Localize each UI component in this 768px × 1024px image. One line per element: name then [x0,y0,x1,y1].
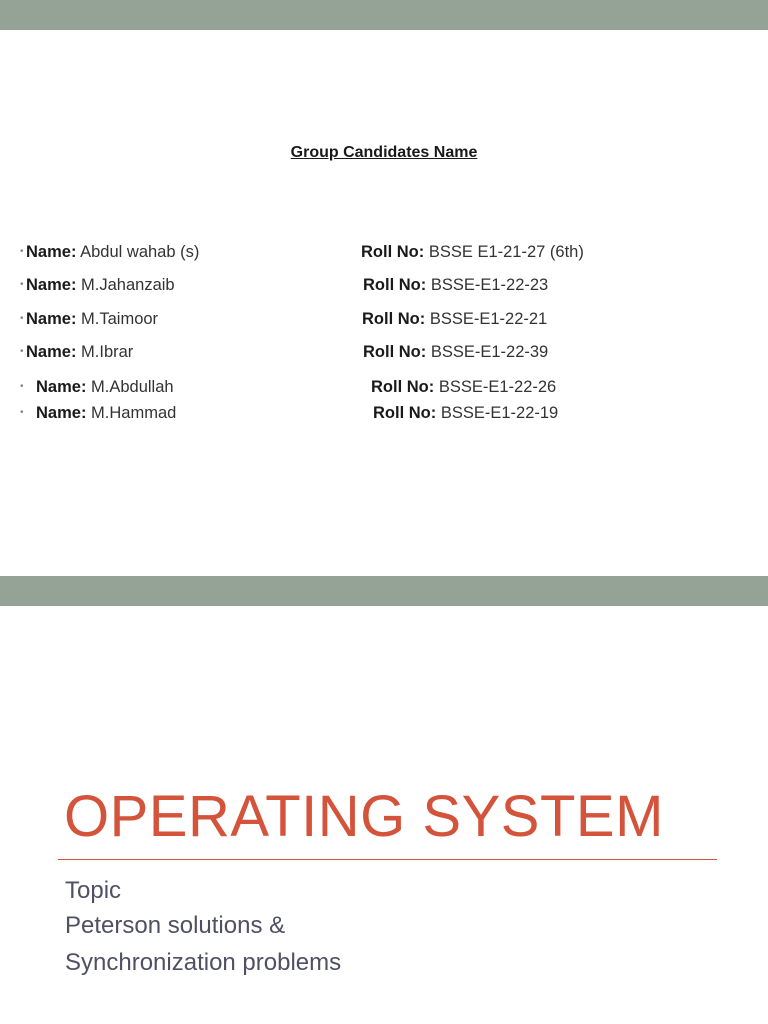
name-value: M.Taimoor [81,310,159,328]
candidate-row [0,310,768,332]
candidate-roll [363,276,548,295]
candidate-roll [373,404,558,423]
name-label: Name: [26,310,77,328]
name-value: M.Hammad [91,404,177,422]
roll-label: Roll No: [361,243,425,261]
candidate-row [0,404,768,426]
divider-banner-bar [0,576,768,606]
candidate-roll [371,378,556,397]
name-value: M.Abdullah [91,378,174,396]
roll-value: BSSE E1-21-27 (6th) [428,243,584,261]
roll-value: BSSE-E1-22-21 [429,310,548,328]
name-value: M.Jahanzaib [81,276,175,294]
candidate-name [26,243,199,262]
candidate-name [36,404,176,423]
candidate-name [26,276,175,295]
title-underline [58,859,717,860]
roll-value: BSSE-E1-22-19 [440,404,559,422]
candidate-name [26,343,133,362]
candidate-row [0,343,768,365]
group-heading: Group Candidates Name [290,144,478,161]
candidate-name [26,310,158,329]
roll-label: Roll No: [362,310,426,328]
subtitle-line: Topic [65,877,122,904]
bullet-icon: • [20,279,24,290]
candidate-roll [363,343,548,362]
roll-label: Roll No: [371,378,435,396]
name-label: Name: [26,243,77,261]
bullet-icon: • [20,246,24,257]
bullet-icon: • [20,381,24,392]
name-label: Name: [36,404,87,422]
roll-label: Roll No: [363,343,427,361]
roll-value: BSSE-E1-22-23 [430,276,549,294]
roll-label: Roll No: [363,276,427,294]
name-label: Name: [36,378,87,396]
roll-label: Roll No: [373,404,437,422]
candidate-row [0,243,768,265]
candidate-name [36,378,174,397]
name-value: M.Ibrar [81,343,134,361]
candidate-roll [361,243,584,262]
candidate-row [0,276,768,298]
slide-title: OPERATING SYSTEM [64,784,664,849]
candidate-row [0,378,768,400]
roll-value: BSSE-E1-22-39 [430,343,549,361]
candidate-roll [362,310,547,329]
top-banner-bar [0,0,768,30]
bullet-icon: • [20,313,24,324]
name-label: Name: [26,343,77,361]
name-label: Name: [26,276,77,294]
bullet-icon: • [20,407,24,418]
subtitle-line: Synchronization problems [65,949,342,976]
bullet-icon: • [20,346,24,357]
roll-value: BSSE-E1-22-26 [438,378,557,396]
subtitle-line: Peterson solutions & [65,912,286,939]
name-value: Abdul wahab (s) [80,243,200,261]
